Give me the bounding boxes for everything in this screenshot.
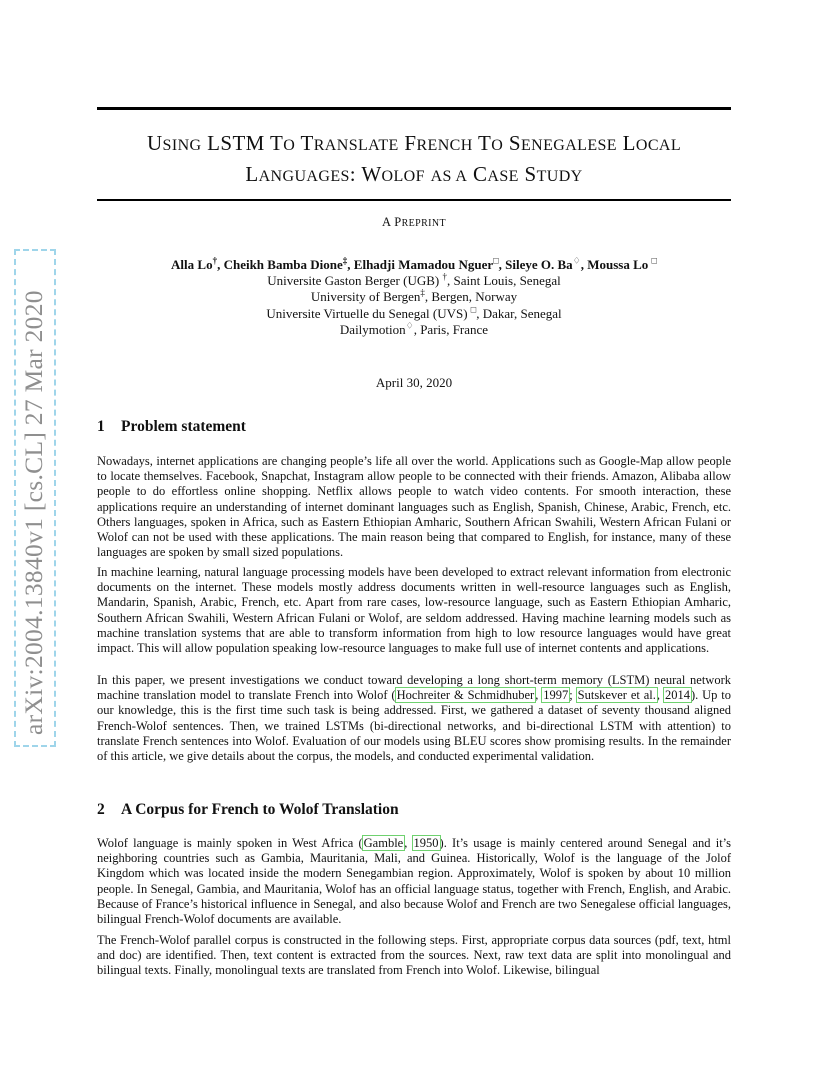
title-text: LSTM <box>201 131 271 155</box>
citation-separator: , <box>656 688 664 703</box>
paper-date: April 30, 2020 <box>375 375 453 390</box>
title-line-1 <box>97 129 731 160</box>
paragraph-text: ). It’s usage is mainly centered around Senegal and it’s neighboring countries such as Gambia, Mauritania, Mali, and Guinea. Historically, Wolof is the language of the Jolof Kingdom which was located inside the modern Senegambian region. Approximately, Wolof is spoken by about 10 million people. In Senegal, Gambia, and Mauritania, Wolof has an official language status, together with French, English, and Arabic. Because of France’s historical influence in Senegal, and also because Wolof and French are two Senegalese official languages, bilingual French-Wolof documents are available. <box>97 836 732 927</box>
citation-link[interactable]: 1997 <box>543 688 569 703</box>
paragraph-3 <box>97 673 731 764</box>
section-number: 2 <box>97 801 105 818</box>
title-smallcaps: TUDY <box>536 168 583 185</box>
affiliation-mark: † <box>442 271 447 282</box>
paragraph-4 <box>97 836 731 927</box>
affiliation-text: Dailymotion <box>339 321 406 337</box>
affiliation-line <box>97 289 731 305</box>
affiliation-list <box>97 273 731 338</box>
affiliation-text: University of Bergen <box>310 289 421 305</box>
section-title: Problem statement <box>121 418 246 435</box>
title-capital: A P <box>381 215 402 229</box>
title-smallcaps: REPRINT <box>401 218 447 229</box>
author-block <box>97 257 731 338</box>
section-title: A Corpus for French to Wolof Translation <box>121 801 399 818</box>
title-smallcaps: RANSLATE <box>313 137 399 154</box>
title-line-2 <box>97 160 731 191</box>
affiliation-text: , Bergen, Norway <box>424 289 518 305</box>
citation-link[interactable]: 2014 <box>664 688 690 703</box>
title-capital: U <box>146 131 163 155</box>
title-smallcaps: ENEGALESE <box>520 137 617 154</box>
paragraph-5: The French-Wolof parallel corpus is constructed in the following steps. First, appropriate corpus data sources (pdf, text, html and doc) are identified. Then, text content is extracted from the sources. Next, raw text data are split into monolingual and bilingual texts. Finally, monolingual texts are translated from French into Wolof. Likewise, bilingual <box>97 933 731 978</box>
affiliation-text: , Paris, France <box>413 321 489 337</box>
title-smallcaps: OCAL <box>635 137 682 154</box>
title-smallcaps: RENCH <box>416 137 473 154</box>
citation-link[interactable]: Sutskever et al. <box>577 688 656 703</box>
affiliation-line <box>97 306 731 322</box>
title-smallcaps: ANGUAGES <box>258 168 350 185</box>
affiliation-line <box>97 273 731 289</box>
author-names <box>97 257 731 273</box>
preprint-label <box>97 215 731 230</box>
citation-link[interactable]: Hochreiter & Schmidhuber <box>396 688 535 703</box>
title-smallcaps: O <box>491 137 504 154</box>
title-capital: L <box>622 131 636 155</box>
author-name: Alla Lo <box>171 257 213 272</box>
affiliation-mark: ♢ <box>405 320 414 331</box>
title-capital: F <box>404 131 417 155</box>
title-capital: S <box>508 131 521 155</box>
title-capital: T <box>477 131 492 155</box>
citation-separator: , <box>404 836 413 850</box>
title-text: : <box>349 162 362 186</box>
title-smallcaps: AS A <box>430 168 468 185</box>
affiliation-text: Universite Virtuelle du Senegal (UVS) <box>266 305 471 321</box>
author-name: Sileye O. Ba <box>505 257 573 272</box>
title-bottom-rule <box>97 199 731 201</box>
title-capital: T <box>270 131 284 155</box>
section-heading-1 <box>97 418 731 436</box>
section-number: 1 <box>97 418 105 435</box>
affiliation-text: Universite Gaston Berger (UGB) <box>267 273 443 289</box>
author-separator: , <box>347 257 354 272</box>
author-separator: , <box>217 257 224 272</box>
citation-separator: , <box>535 688 543 703</box>
title-capital: T <box>300 131 314 155</box>
paragraph-text: In this paper, we present investigations we conduct toward developing a long short-term memory (LSTM) neural network machine translation model to translate French into Wolof ( <box>97 673 731 703</box>
affiliation-line <box>97 322 731 338</box>
citation-link[interactable]: Gamble <box>363 836 404 850</box>
paragraph-text: Wolof language is mainly spoken in West Africa ( <box>97 836 363 850</box>
citation-separator: ; <box>569 688 577 703</box>
affiliation-mark: ♢ <box>572 255 581 266</box>
affiliation-mark: ‡ <box>342 255 348 266</box>
author-separator: , <box>580 257 588 272</box>
section-heading-2 <box>97 801 731 819</box>
title-smallcaps: OLOF <box>381 168 425 185</box>
title-capital: L <box>245 162 259 186</box>
affiliation-mark: □ <box>470 304 477 315</box>
author-name: Elhadji Mamadou Nguer <box>353 257 494 272</box>
paragraph-text: ). Up to our knowledge, this is the first time such task is being addressed. First, we gathered a dataset of seventy thousand aligned French-Wolof sentences. Then, we trained LSTMs (bi-directional networks, and bi-directional LSTM with attention) to translate French sentences into Wolof. Evaluation of our models using BLEU scores show promising results. In the remainder of this article, we give details about the corpus, the models, and conducted experimental validation. <box>97 688 732 764</box>
author-name: Moussa Lo <box>587 257 652 272</box>
affiliation-text: , Dakar, Senegal <box>476 305 562 321</box>
affiliation-mark: □ <box>651 255 657 266</box>
title-capital: W <box>361 162 382 186</box>
title-smallcaps: ASE <box>487 168 519 185</box>
title-top-rule <box>97 107 731 110</box>
title-smallcaps: SING <box>162 137 202 154</box>
arxiv-watermark[interactable]: arXiv:2004.13840v1 [cs.CL] 27 Mar 2020 <box>19 290 48 735</box>
title-smallcaps: O <box>283 137 296 154</box>
affiliation-mark: □ <box>493 255 499 266</box>
paper-title <box>97 129 731 191</box>
author-separator: , <box>498 257 506 272</box>
title-capital: S <box>524 162 537 186</box>
affiliation-text: , Saint Louis, Senegal <box>446 273 561 289</box>
affiliation-mark: ‡ <box>420 288 425 299</box>
paragraph-2: In machine learning, natural language processing models have been developed to extract relevant information from electronic documents on the internet. These models mostly address documents written in well-resource languages such as English, Mandarin, Spanish, Arabic, French, etc. Apart from rare cases, low-resource language, such as Eastern Ethiopian Amharic, Southern African Swahili, Western African Fulani or Wolof, are seldom addressed. Having machine learning models such as machine translation systems that are able to transform information from high to low resource languages would have great impact. This will allow population speaking low-resource languages to make full use of internet contents and applications. <box>97 565 731 656</box>
citation-link[interactable]: 1950 <box>413 836 439 850</box>
paragraph-1: Nowadays, internet applications are changing people’s life all over the world. Applications such as Google-Map allow people to locate themselves. Facebook, Snapchat, Instagram allow people to be connected with their friends. Amazon, Alibaba allow people to do effortless online shopping. Netflix allows people to watch video contents. For smooth interaction, these applications require an understanding of internet dominant languages such as English, Spanish, Chinese, Arabic, French, etc. Others languages, spoken in Africa, such as Eastern Ethiopian Amharic, Southern African Swahili, Western African Fulani or Wolof can not be used with these applications. The main reason being that compared to English, for instance, many of these languages are spoken by small sized populations. <box>97 454 731 560</box>
title-capital: C <box>472 162 488 186</box>
affiliation-mark: † <box>212 255 218 266</box>
author-name: Cheikh Bamba Dione <box>223 257 343 272</box>
